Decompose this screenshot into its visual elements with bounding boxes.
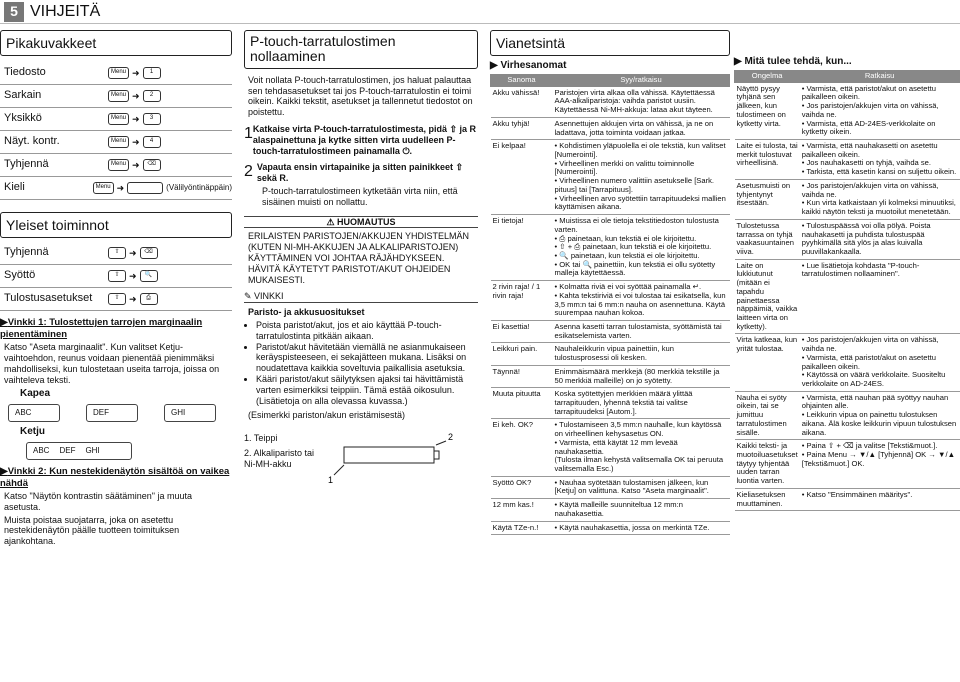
legend-teippi: 1. Teippi (244, 433, 278, 444)
shortcut-key: 1 (143, 67, 161, 79)
mita-cell-a: Nauha ei syöty oikein, tai se jumittuu tarratulostimen sisälle. (735, 391, 800, 440)
menu-key: Menu (108, 113, 129, 125)
mita-cell-b: • Jos paristojen/akkujen virta on vähissä, vaihda ne. • Varmista, että paristot/akut on asetettu paikalleen oikein. • Käytössä on väärä verkkolaite. Suositeltu verkkolaite on AD-24ES. (800, 334, 960, 391)
pika-row (0, 177, 232, 200)
battery-legend (244, 425, 324, 485)
function-key: ⎙ (140, 293, 158, 305)
shift-key: ⇧ (108, 247, 126, 259)
vian-cell-b: • Kolmatta riviä ei voi syöttää painamalla ↵. • Kahta tekstiriviä ei voi tulostaa tai esikatsella, kun 3,5 mm:n tai 6 mm:n nauha on asennettuna. Käytä suurempaa nauhan kokoa. (553, 281, 730, 321)
mita-cell-b: • Lue lisätietoja kohdasta "P-touch-tarratulostimen nollaaminen". (800, 259, 960, 334)
pika-keys (108, 136, 161, 148)
vinkki2-title: ▶Vinkki 2: Kun nestekidenäytön sisältöä on vaikea nähdä (0, 465, 230, 489)
shortcut-key (127, 182, 163, 194)
mita-row (735, 488, 960, 510)
kapea-abc: ABC (8, 404, 60, 422)
step-1-text: Katkaise virta P-touch-tarratulostimesta, pidä ⇧ ja R alaspainettuna ja kytke sitten virta uudelleen P-touch-tarratulostimeen painamalla ⏻. (252, 123, 477, 156)
pika-row (0, 85, 232, 108)
yleiset-row (0, 288, 232, 311)
ketju-label: Ketju (20, 425, 45, 437)
vian-cell-b: Paristojen virta alkaa olla vähissä. Käytettäessä AAA-alkaliparistoja: vaihda paristot uusiin. Käytettäessä Ni-MH-akkuja: lataa akut täyteen. (553, 86, 730, 117)
shortcut-key: 4 (143, 136, 161, 148)
pika-label: Tiedosto (4, 66, 46, 79)
mita-cell-b: • Tulostuspäässä voi olla pölyä. Poista nauhakasetti ja puhdista tulostuspää pyyhkimällä sitä ylös ja alas kuivalla puuvillakankaalla. (800, 219, 960, 259)
menu-key: Menu (108, 136, 129, 148)
section-number: 5 (4, 2, 24, 22)
vian-row (491, 499, 730, 521)
page-header (0, 0, 960, 24)
vian-cell-a: Akku vähissä! (491, 86, 553, 117)
mita-row (735, 259, 960, 334)
vian-row (491, 476, 730, 498)
pen-icon: ✎ (244, 291, 255, 302)
legend-alka: 2. Alkaliparisto tai Ni-MH-akku (244, 447, 315, 469)
pika-title: Pikakuvakkeet (0, 30, 232, 56)
function-key: 🔍 (140, 270, 158, 282)
column-3 (490, 30, 730, 682)
battery-icon (324, 425, 464, 485)
vian-row (491, 140, 730, 215)
pari-item: • Paristot/akut hävitetään viemällä ne asianmukaiseen keräyspisteeseen, ei sekajätteen mukana. Lisäksi on noudatettava kaikkia soveltuvia paikallisia asetuksia. (256, 342, 478, 374)
mita-cell-a: Näyttö pysyy tyhjänä sen jälkeen, kun tulostimeen on kytketty virta. (735, 82, 800, 139)
mita-table (734, 70, 960, 511)
ptouch-intro: Voit nollata P-touch-tarratulostimen, jos haluat palauttaa sen tehdasasetukset tai jos P-touch-tarratulostin ei toimi oikein. Kaikki tekstit, asetukset ja tallennetut tiedostot on poistettu. (248, 74, 473, 118)
mita-h1: Ongelma (735, 71, 800, 83)
arrow-icon: ➜ (132, 67, 140, 78)
pari-item: • Poista paristot/akut, jos et aio käyttää P-touch-tarratulostinta pitkään aikaan. (256, 320, 478, 342)
shift-key: ⇧ (108, 270, 126, 282)
mita-cell-b: • Katso "Ensimmäinen määritys". (800, 488, 960, 510)
mita-row (735, 140, 960, 180)
pika-label: Sarkain (4, 89, 42, 102)
vian-cell-b: • Käytä nauhakasettia, jossa on merkintä TZe. (553, 521, 730, 535)
column-1 (0, 30, 232, 682)
step-1-num: 1 (244, 124, 253, 142)
mita-cell-a: Asetusmuisti on tyhjentynyt itsestään. (735, 179, 800, 219)
pika-row (0, 131, 232, 154)
vian-cell-b: • Tulostamiseen 3,5 mm:n nauhalle, kun käytössä on virheellinen kehysasetus ON. • Varmista, että käytät 12 mm leveää nauhakasettia. (Tulosta ilman kehystä valitsemalla OK tai peruuta valitsemalla Esc.) (553, 419, 730, 476)
yleiset-label: Syöttö (4, 269, 36, 282)
pika-label: Yksikkö (4, 112, 42, 125)
pari-title: Paristo- ja akkusuositukset (248, 307, 365, 318)
vinkki1-title: ▶Vinkki 1: Tulostettujen tarrojen marginaalin pienentäminen (0, 317, 203, 340)
mita-cell-a: Laite on lukkiutunut (mitään ei tapahdu painettaessa näppäimiä, vaikka laitteen virta on kytketty). (735, 259, 800, 334)
menu-key: Menu (108, 159, 129, 171)
mita-cell-b: • Jos paristojen/akkujen virta on vähissä, vaihda ne. • Kun virta katkaistaan yli kolmeksi minuutiksi, kaikki näytön teksti ja muotoilut menetetään. (800, 179, 960, 219)
vian-row (491, 365, 730, 387)
vinkki-header: ✎ VINKKI (244, 291, 478, 303)
ketju-def: DEF (59, 445, 76, 455)
ketju-abc: ABC (33, 445, 50, 455)
step-2-text: Vapauta ensin virtapainike ja sitten painikkeet ⇧ sekä R. (256, 162, 464, 184)
vian-cell-a: Akku tyhjä! (491, 117, 553, 139)
battery-label-2: 2 (448, 432, 454, 443)
vian-cell-b: • Käytä malleille suunniteltua 12 mm:n nauhakasettia. (553, 499, 730, 521)
kapea-label: Kapea (20, 387, 51, 399)
mita-row (735, 82, 960, 139)
vinkki2-text1: Katso "Näytön kontrastin säätäminen" ja muuta asetusta. (4, 490, 192, 512)
mita-cell-a: Laite ei tulosta, tai merkit tulostuvat virheellisinä. (735, 140, 800, 180)
vian-cell-b: • Muistissa ei ole tietoja tekstitiedoston tulostusta varten. • ⎙ painetaan, kun tekstiä ei ole kirjoitettu. • ⇧ + ⎙ painetaan, kun tekstiä ei ole kirjoitettu. • 🔍 painetaan, kun tekstiä ei ole kirjoitettu. • OK tai 🔍 painettiin, kun tekstiä ei ollu syötetty malleja käytettäessä. (553, 215, 730, 281)
vian-cell-b: Koska syötettyjen merkkien määrä ylittää tarrapituuden, lyhennä tekstiä tai valitse tarrapituudeksi [Autom.]. (553, 388, 730, 419)
vian-cell-b: Nauhaleikkurin vipua painettiin, kun tulostusprosessi oli kesken. (553, 343, 730, 365)
virhe-h1: Sanoma (491, 75, 553, 87)
vian-row (491, 419, 730, 476)
space-note: (Välilyöntinäppäin) (166, 183, 232, 193)
vian-cell-b: Asenna kasetti tarran tulostamista, syöttämistä tai esikatselemista varten. (553, 320, 730, 342)
virhe-table (490, 74, 730, 535)
menu-key: Menu (93, 182, 114, 194)
arrow-icon: ➜ (129, 293, 137, 304)
yleiset-list (0, 242, 232, 311)
step-2-result: P-touch-tarratulostimeen kytketään virta niin, että sisäinen muisti on nollattu. (262, 185, 458, 207)
step-2-num: 2 (244, 163, 253, 181)
vian-row (491, 388, 730, 419)
vian-row (491, 343, 730, 365)
mita-cell-b: • Varmista, että paristot/akut on asetettu paikalleen oikein. • Jos paristojen/akkujen virta on vähissä, vaihda ne. • Varmista, että AD-24ES-verkkolaite on kytketty oikein. (800, 82, 960, 139)
mita-h2: Ratkaisu (800, 71, 960, 83)
menu-key: Menu (108, 90, 129, 102)
arrow-icon: ➜ (132, 113, 140, 124)
battery-illustration (244, 425, 478, 485)
pari-example: (Esimerkki pariston/akun eristämisestä) (248, 410, 406, 421)
mita-row (735, 219, 960, 259)
vian-row (491, 117, 730, 139)
battery-label-1: 1 (328, 475, 334, 486)
menu-key: Menu (108, 67, 129, 79)
mita-row (735, 391, 960, 440)
vian-cell-a: Ei tietoja! (491, 215, 553, 281)
vian-row (491, 320, 730, 342)
mita-cell-a: Kieliasetuksen muuttaminen. (735, 488, 800, 510)
vian-row (491, 86, 730, 117)
vinkki1-text: Katso "Aseta marginaalit". Kun valitset Ketju-vaihtoehdon, reunus voidaan pienentää pienimmäksi mahdolliseksi, kun tulostetaan useita tarroja, joissa on vaihteleva teksti. (4, 342, 220, 385)
pika-keys (108, 67, 161, 79)
vian-cell-a: Leikkuri pain. (491, 343, 553, 365)
ketju-strip (26, 442, 132, 460)
pika-list (0, 62, 232, 200)
shift-key: ⇧ (108, 293, 126, 305)
vian-cell-b: Asennettujen akkujen virta on vähissä, ja ne on ladattava, jotta toiminta voidaan jatkaa. (553, 117, 730, 139)
vian-cell-a: 2 rivin raja! / 1 rivin raja! (491, 281, 553, 321)
yleiset-keys (108, 270, 158, 282)
function-key: ⌫ (140, 247, 158, 259)
kapea-ghi: GHI (164, 404, 216, 422)
arrow-icon: ➜ (132, 90, 140, 101)
shortcut-key: ⌫ (143, 159, 161, 171)
arrow-icon: ➜ (132, 136, 140, 147)
ptouch-title: P-touch-tarratulostimen nollaaminen (244, 30, 478, 69)
column-4 (734, 30, 960, 682)
vian-row (491, 281, 730, 321)
pika-keys (108, 159, 161, 171)
yleiset-label: Tulostusasetukset (4, 292, 93, 305)
mita-cell-a: Virta katkeaa, kun yrität tulostaa. (735, 334, 800, 391)
huomautus-header: ⚠ HUOMAUTUS (244, 216, 478, 229)
pika-row (0, 154, 232, 177)
step-2 (244, 162, 478, 184)
vian-cell-b: • Nauhaa syötetään tulostamisen jälkeen, kun [Ketju] on valittuna. Katso "Aseta marginaalit". (553, 476, 730, 498)
ketju-diagram (8, 442, 224, 460)
mita-row (735, 440, 960, 489)
step-1 (244, 124, 478, 156)
huomautus-text: ERILAISTEN PARISTOJEN/AKKUJEN YHDISTELMÄN (KUTEN NI-MH-AKKUJEN JA ALKALIPARISTOJEN) KÄYTTÄMINEN VOI JOHTAA RÄJÄHDYKSEEN. HÄVITÄ KÄYTETYT PARISTOT/AKUT OHJEIDEN MUKAISESTI. (248, 231, 470, 285)
pika-keys (108, 113, 161, 125)
yleiset-keys (108, 293, 158, 305)
vian-cell-b: • Kohdistimen yläpuolella ei ole tekstiä, kun valitset [Numerointi]. • Virheellinen merkki on valittu toiminnolle [Numerointi]. • Virheellinen numero valittiin asetukselle [Sark. pituus] tai [Tarrapituus]. • Virheellinen arvo syötettiin tarrapituudeksi mallien käyttämisen aikana. (553, 140, 730, 215)
pika-row (0, 108, 232, 131)
column-2 (244, 30, 478, 682)
page-title: VIHJEITÄ (30, 2, 101, 20)
vian-cell-a: 12 mm kas.! (491, 499, 553, 521)
arrow-icon: ➜ (132, 159, 140, 170)
kapea-diagram (8, 404, 224, 422)
mita-cell-b: • Varmista, että nauhan pää syöttyy nauhan ohjainten alle. • Leikkurin vipua on painettu tulostuksen aikana. Älä koske leikkurin vipuun tulostuksen aikana. (800, 391, 960, 440)
vian-cell-a: Täynnä! (491, 365, 553, 387)
mita-cell-b: • Varmista, että nauhakasetti on asetettu paikalleen oikein. • Jos nauhakasetti on tyhjä, vaihda se. • Tarkista, että kasetin kansi on suljettu oikein. (800, 140, 960, 180)
pari-item: • Kääri paristot/akut säilytyksen ajaksi tai hävittämistä varten esimerkiksi teippiin. Tämä estää oikosulun. (Lisätietoja on alla olevassa kuvassa.) (256, 374, 478, 406)
vian-row (491, 215, 730, 281)
pari-list (244, 320, 478, 406)
vian-cell-a: Ei kasettia! (491, 320, 553, 342)
vian-cell-a: Ei keh. OK? (491, 419, 553, 476)
pika-label: Tyhjennä (4, 158, 49, 171)
yleiset-title: Yleiset toiminnot (0, 212, 232, 238)
arrow-icon: ➜ (116, 182, 125, 193)
mita-row (735, 334, 960, 391)
kapea-def: DEF (86, 404, 138, 422)
vian-cell-a: Käytä TZe-n.! (491, 521, 553, 535)
vian-row (491, 521, 730, 535)
vian-cell-a: Muuta pituutta (491, 388, 553, 419)
virhe-h2: Syy/ratkaisu (553, 75, 730, 87)
ketju-ghi: GHI (85, 445, 100, 455)
vian-cell-b: Enimmäismäärä merkkejä (80 merkkiä tekstille ja 50 merkkiä malleille) on jo syötetty. (553, 365, 730, 387)
mita-row (735, 179, 960, 219)
shortcut-key: 3 (143, 113, 161, 125)
shortcut-key: 2 (143, 90, 161, 102)
pika-row (0, 62, 232, 85)
mita-cell-a: Kaikki teksti- ja muotoiluasetukset täytyy tyhjentää uuden tarran luontia varten. (735, 440, 800, 489)
vian-cell-a: Ei kelpaa! (491, 140, 553, 215)
yleiset-row (0, 265, 232, 288)
pika-keys (93, 182, 232, 194)
vinkki2-text2: Muista poistaa suojatarra, joka on asetettu nestekidenäytön päälle tuotteen toimituksen ajankohtana. (4, 514, 180, 547)
yleiset-label: Tyhjennä (4, 246, 49, 259)
vian-cell-a: Syöttö OK? (491, 476, 553, 498)
arrow-icon: ➜ (129, 270, 137, 281)
mita-title: ▶ Mitä tulee tehdä, kun... (734, 56, 852, 67)
pika-keys (108, 90, 161, 102)
pika-label: Kieli (4, 181, 25, 194)
vian-title: Vianetsintä (490, 30, 730, 56)
vian-subtitle: ▶ Virhesanomat (490, 60, 567, 71)
pika-label: Näyt. kontr. (4, 135, 60, 148)
mita-cell-a: Tulostetussa tarrassa on tyhjä vaakasuuntainen viiva. (735, 219, 800, 259)
arrow-icon: ➜ (129, 247, 137, 258)
yleiset-row (0, 242, 232, 265)
mita-cell-b: • Paina ⇧ + ⌫ ja valitse [Teksti&muot.]. • Paina Menu → ▼/▲ [Tyhjennä] OK → ▼/▲ [Teksti&muot.] OK. (800, 440, 960, 489)
yleiset-keys (108, 247, 158, 259)
warning-icon: ⚠ (326, 216, 338, 227)
